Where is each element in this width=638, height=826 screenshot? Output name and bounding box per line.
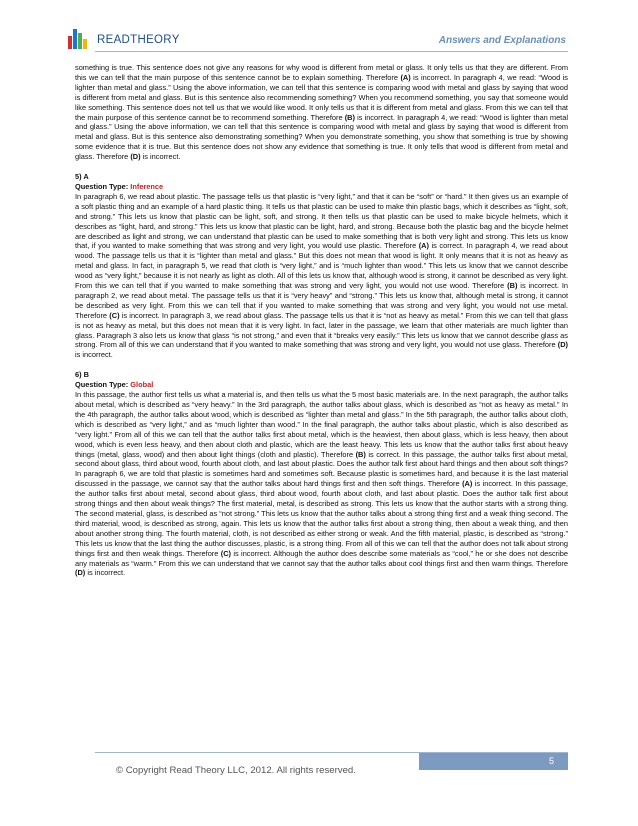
- q6-question-type: Question Type: Global: [75, 380, 154, 390]
- page-number: 5: [548, 756, 554, 766]
- q5-explanation: In paragraph 6, we read about plastic. The passage tells us that plastic is “very light,” and that it can be “soft” or “hard.” It then gives us an example of a soft plastic thing and an example of a hard plastic thing. It tells us that plastic can be used to make thin plastic bags, which it describes as “light, soft, and strong.” This lets us know that plastic can be light, soft, and strong. It then tells us that plastic can be used to make bicycle helmets, which it describes as “light, hard, and strong.” This lets us know that plastic can be light, hard, and strong. Because both the plastic bag and the bicycle helmet are described as light and strong, we can understand that plastic can be used to make something that is both very light and strong. This lets us know that, if you wanted to make something that was strong and very light, you would use plastic. Therefore (A) is correct. In paragraph 4, we read about wood. The passage tells us that it is “lighter than metal and glass.” But this does not mean that wood is light. It only means that it is not as heavy as metal and glass. In fact, in paragraph 5, we read that cloth is “very light,” and is “much lighter than wood.” This lets us know that we cannot describe wood as “very light,” because it is not nearly as light as cloth. All of this lets us know that, although wood is strong, it cannot be described as very light. From this we can tell that if you wanted to make something that was strong and very light, you would not use wood. Therefore (B) is incorrect. In paragraph 2, we read about metal. The passage tells us that it is “very heavy” and “strong.” This lets us know that, although metal is strong, it cannot be described as very light. From this we can tell that if you wanted to make something that was strong and very light, you would not use metal. Therefore (C) is incorrect. In paragraph 3, we read about glass. The passage tells us that it is “not as heavy as metal.” From this we can tell that glass is not as heavy as metal, but this does not mean that it is very light. In fact, later in the passage, we learn that other materials are much lighter than glass. Paragraph 3 also lets us know that glass “is not strong,” and even that it “breaks very easily.” This lets us know that we cannot describe glass as strong. From all of this we can understand that if you wanted to make something that was strong and very light, you would not use glass. Therefore (D) is incorrect.: [75, 191, 568, 360]
- copyright-notice: © Copyright Read Theory LLC, 2012. All rights reserved.: [116, 765, 356, 776]
- page-header: [68, 27, 568, 53]
- brand-name: READTHEORY: [97, 34, 180, 46]
- page-content: [75, 63, 568, 578]
- q6-answer: 6) B: [75, 370, 89, 380]
- readtheory-logo-icon: [68, 27, 90, 49]
- header-divider: [95, 51, 568, 52]
- q5-answer: 5) A: [75, 172, 89, 182]
- header-section-label: Answers and Explanations: [438, 35, 566, 46]
- page-number-box: [419, 753, 568, 770]
- intro-paragraph: something is true. This sentence does not give any reasons for why wood is different from metal or glass. It only tells us that they are different. From this we can tell that the main purpose of this sentence cannot be to explain something. Therefore (A) is incorrect. In paragraph 4, we read: “Wood is lighter than metal and glass.” Using the above information, we can tell that this sentence is comparing wood with metal and glass by saying that wood is different from metal and glass. But is this sentence also recommending something? When you recommend something, you say that someone would like something. This sentence does not tell us that we would like wood. It only tells us that it is different from metal and glass. From this we can tell that the main purpose of this sentence cannot be to recommend something. Therefore (B) is incorrect. In paragraph 4, we read: “Wood is lighter than metal and glass.” Using the above information, we can tell that this sentence is comparing wood with metal and glass by saying that wood is different from metal and glass. But is this sentence also demonstrating something? When you demonstrate something, you show that something is true by showing some evidence that it is true. But this sentence does not show any evidence that something is true. It only tells that wood is different from metal and glass. Therefore (D) is incorrect.: [75, 63, 568, 162]
- q5-question-type: Question Type: Inference: [75, 181, 164, 191]
- q6-explanation: In this passage, the author first tells us what a material is, and then tells us what the 5 most basic materials are. In the next paragraph, the author talks about metal, which is described as “very heavy.” In the 3rd paragraph, the author talks about glass, which is described as “not as heavy as metal.” In the 4th paragraph, the author talks about wood, which is described as “lighter than metal and glass.” In the 5th paragraph, the author talks about cloth, which is described as “very light,” and as “much lighter than wood.” In the final paragraph, the author talks about plastic, which is also described as “very light.” From all of this we can tell that the author talks first about metal, which is the heaviest, then about glass, which is less heavy, then about wood, which is even less heavy, and then about cloth and plastic, which are the least heavy. This lets us know that the author talks first about heavy things (metal, glass, wood) and then about light things (cloth and plastic). Therefore (B) is correct. In this passage, the author talks first about metal, second about glass, third about wood, fourth about cloth, and last about plastic. Does the author talk first about hard things and then about soft things? In paragraph 6, we are told that plastic is sometimes hard and sometimes soft. Because plastic is sometimes hard, and because it is the last material discussed in the passage, we cannot say that the author talks about hard things first and then soft things. Therefore (A) is incorrect. In this passage, the author talks first about metal, second about glass, third about wood, fourth about cloth, and last about plastic. Does the author talk first about strong things and then about weak things? The first material, metal, is described as strong. This lets us know that the author starts with a strong thing. The second material, glass, is described as “not strong.” This lets us know that the author talks about a strong thing first and a weak thing second. The third material, wood, is described as strong, again. This lets us know that the author talks first about a strong thing, then about a weak thing, and then about another strong thing. The fourth material, cloth, is not described as either strong or weak. And the fifth material, plastic, is described as “strong.” This lets us know that the last thing the author discusses, plastic, is a strong thing. From all of this we can tell that the author does not talk about strong things first and then weak things. Therefore (C) is incorrect. Although the author does describe some materials as “cool,” he or she does not describe any materials as “warm.” From this we can understand that we cannot say that the author talks about cool things first and then warm things. Therefore (D) is incorrect.: [75, 390, 569, 578]
